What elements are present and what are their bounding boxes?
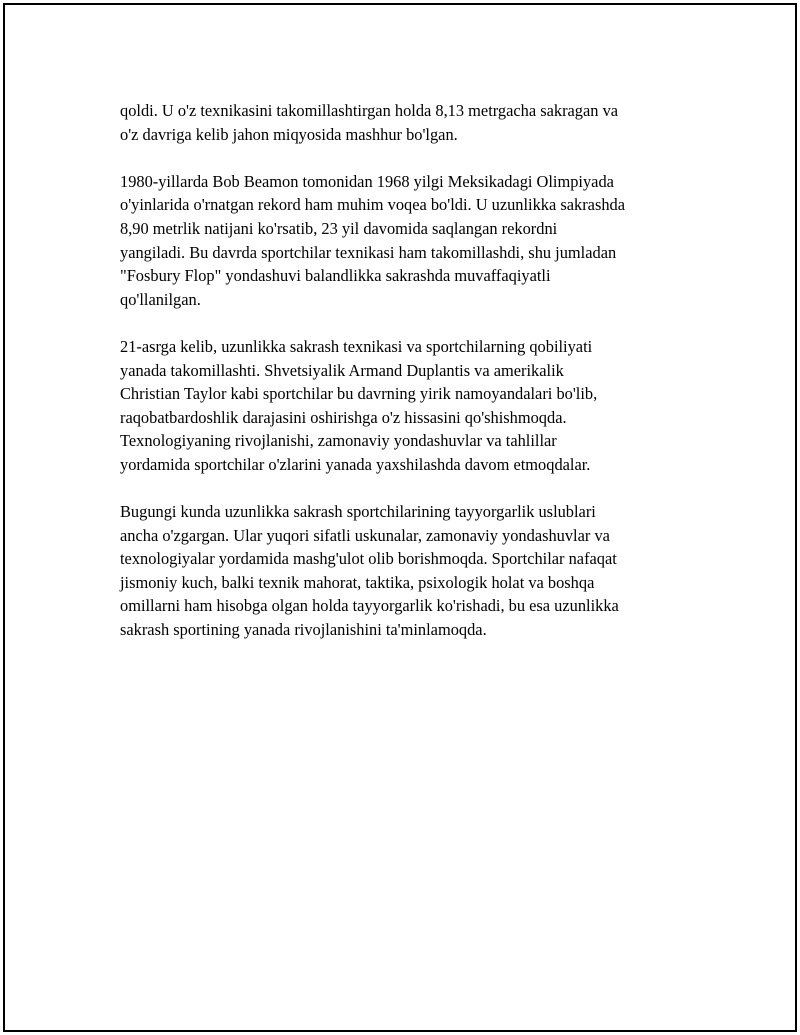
paragraph [120,335,700,477]
text-line: ancha o'zgargan. Ular yuqori sifatli uskunalar, zamonaviy yondashuvlar va [120,525,610,545]
document-body [120,99,700,665]
text-line: o'yinlarida o'rnatgan rekord ham muhim voqea bo'ldi. U uzunlikka sakrashda [120,195,625,215]
text-line: sakrash sportining yanada rivojlanishini ta'minlamoqda. [120,620,487,640]
text-line: "Fosbury Flop" yondashuvi balandlikka sakrashda muvaffaqiyatli [120,266,551,286]
page-frame [3,3,797,1032]
text-line: o'z davriga kelib jahon miqyosida mashhur bo'lgan. [120,124,458,144]
text-line: yangiladi. Bu davrda sportchilar texnikasi ham takomillashdi, shu jumladan [120,242,617,262]
text-line: Texnologiyaning rivojlanishi, zamonaviy yondashuvlar va tahlillar [120,431,557,451]
text-line: Bugungi kunda uzunlikka sakrash sportchilarining tayyorgarlik uslublari [120,502,596,522]
text-line: jismoniy kuch, balki texnik mahorat, taktika, psixologik holat va boshqa [120,572,595,592]
text-line: 21-asrga kelib, uzunlikka sakrash texnikasi va sportchilarning qobiliyati [120,336,593,356]
text-line: yanada takomillashti. Shvetsiyalik Armand Duplantis va amerikalik [120,360,564,380]
text-line: 8,90 metrlik natijani ko'rsatib, 23 yil davomida saqlangan rekordni [120,218,558,238]
text-line: omillarni ham hisobga olgan holda tayyorgarlik ko'rishadi, bu esa uzunlikka [120,596,619,616]
text-line: raqobatbardoshlik darajasini oshirishga o'z hissasini qo'shishmoqda. [120,407,567,427]
paragraph [120,170,700,312]
paragraph [120,99,700,146]
text-line: 1980-yillarda Bob Beamon tomonidan 1968 yilgi Meksikadagi Olimpiyada [120,171,614,191]
text-line: qoldi. U o'z texnikasini takomillashtirgan holda 8,13 metrgacha sakragan va [120,101,619,120]
text-line: Christian Taylor kabi sportchilar bu davrning yirik namoyandalari bo'lib, [120,384,598,404]
text-line: texnologiyalar yordamida mashg'ulot olib borishmoqda. Sportchilar nafaqat [120,549,617,569]
text-line: yordamida sportchilar o'zlarini yanada yaxshilashda davom etmoqdalar. [120,454,591,474]
paragraph [120,500,700,642]
text-line: qo'llanilgan. [120,289,201,309]
